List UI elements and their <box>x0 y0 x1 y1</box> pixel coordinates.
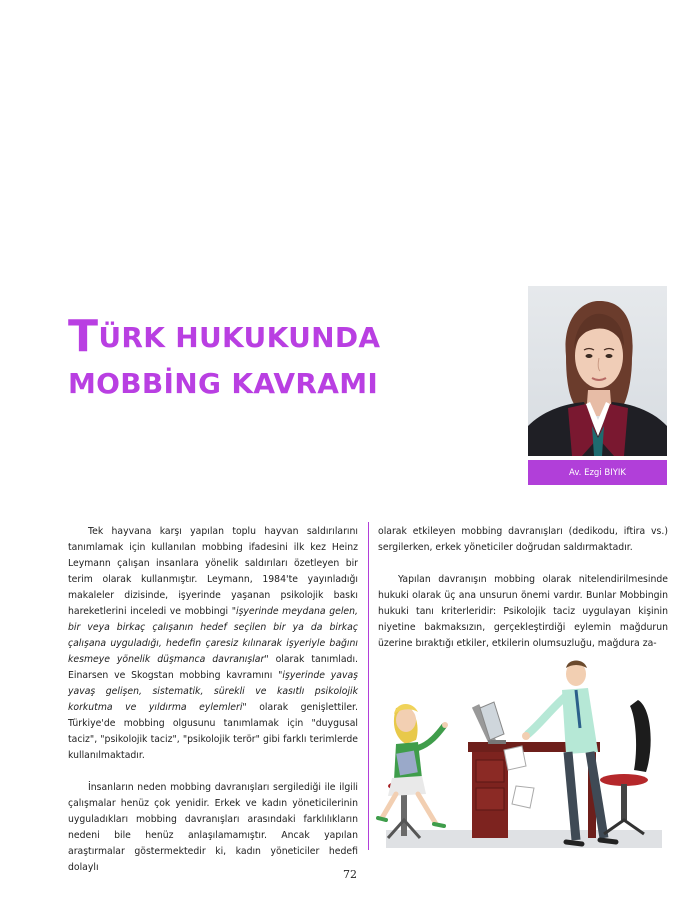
left-p1-text-a: Tek hayvana karşı yapılan toplu hayvan saldırılarını tanımlamak için kullanılan mobbing ifadesini ilk kez Heinz Leymann çalışan insanlara yönelik saldırıları özetleyen bir terim olarak kullanmıştır. Leymann, 1984'te yayınladığı makaleler dizisinde, işyerinde yaşanan psikolojik baskı hareketlerini inceledi ve mobbingi " <box>68 526 358 617</box>
author-portrait-illustration <box>528 286 667 456</box>
left-p1-text-c: " olarak tanımladı. Einarsen ve Skogstan mobbing kavramını " <box>68 654 358 681</box>
woman-figure <box>378 704 448 826</box>
page-number: 72 <box>343 868 357 881</box>
column-divider <box>368 522 369 850</box>
author-photo <box>528 286 667 456</box>
left-paragraph-1 <box>68 524 358 764</box>
title-first-letter: T <box>68 311 99 362</box>
man-figure <box>522 661 616 845</box>
office-mobbing-illustration <box>376 648 672 854</box>
right-text-column <box>378 524 668 652</box>
title-line-1-rest: ÜRK HUKUKUNDA <box>98 321 381 354</box>
left-p1-quote-1: işyerinde meydana gelen, bir veya birkaç çalışanın hedef seçilen bir ya da birkaç çalışana uyguladığı, hedefin çaresiz kılınarak işyeriyle bağını kesmeye yönelik düşmanca davranışlar <box>68 606 358 665</box>
right-paragraph-1: olarak etkileyen mobbing davranışları (dedikodu, iftira vs.) sergilerken, erkek yöneticiler doğrudan saldırmaktadır. <box>378 526 668 553</box>
flying-papers-shape <box>504 746 534 808</box>
left-p1-text-e: " olarak genişlettiler. Türkiye'de mobbing olgusunu tanımlamak için "duygusal taciz", "psikolojik taciz", "psikolojik terör" gibi farklı terimlerde kullanılmaktadır. <box>68 702 358 761</box>
author-caption: Av. Ezgi BIYIK <box>528 460 667 485</box>
right-paragraph-2: Yapılan davranışın mobbing olarak nitelendirilmesinde hukuki olarak üç ana unsurun önemi vardır. Bunlar Mobbingin hukuki tanı kriterleridir: Psikolojik taciz uygulayan kişinin niyetine bakmaksızın, gerçekleştirdiği eylemin mağdurun üzerine bıraktığı etkiler, etkilerin olumsuzluğu, mağdura za- <box>378 574 668 649</box>
monitor-shape <box>472 702 506 744</box>
left-p1-quote-2: işyerinde yavaş yavaş gelişen, sistematik, sürekli ve kasıtlı psikolojik korkutma ve yıldırma eylemleri <box>68 670 358 713</box>
left-text-column <box>68 524 358 876</box>
title-line-1 <box>68 312 468 363</box>
title-line-2: MOBBİNG KAVRAMI <box>68 367 379 400</box>
article-title <box>68 312 468 405</box>
left-paragraph-2: İnsanların neden mobbing davranışları sergilediği ile ilgili çalışmalar henüz çok yenidir. Erkek ve kadın yöneticilerinin uyguladıkları mobbing davranışları arasındaki farklılıkların nedeni bile henüz anlaşılamamıştır. Ancak yapılan araştırmalar göstermektedir ki, kadın yöneticiler hedefi dolaylı <box>68 782 358 873</box>
floor-shape <box>386 830 662 848</box>
office-chair-shape <box>600 700 651 834</box>
